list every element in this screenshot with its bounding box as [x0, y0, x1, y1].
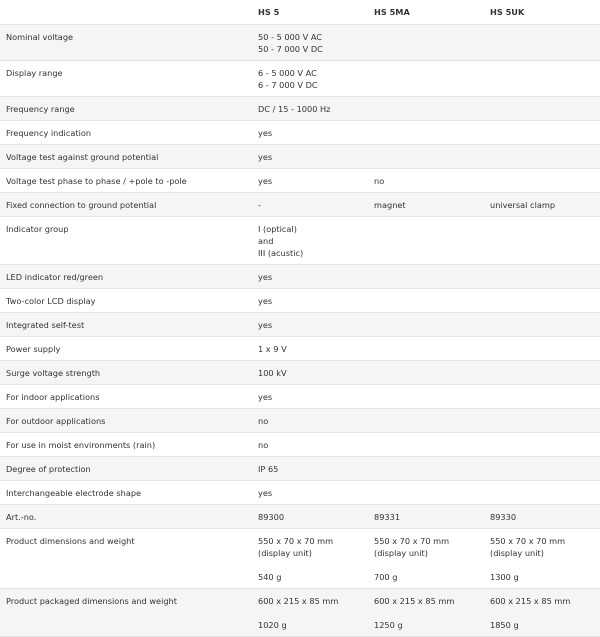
table-row	[0, 97, 600, 121]
spec-value: 1020 g	[258, 620, 287, 630]
spec-value-cell	[370, 25, 486, 61]
spec-value: 50 - 7 000 V DC	[258, 44, 323, 54]
spec-value: and	[258, 236, 274, 246]
spec-value-cell	[254, 313, 370, 337]
spec-value-cell	[486, 313, 600, 337]
spec-value-cell	[486, 169, 600, 193]
spec-value: 100 kV	[258, 368, 287, 378]
table-row	[0, 589, 600, 637]
spec-value: yes	[258, 272, 273, 282]
spec-value-cell	[254, 337, 370, 361]
spec-value-cell	[254, 433, 370, 457]
spec-value-cell	[254, 457, 370, 481]
spec-value: 550 x 70 x 70 mm	[374, 536, 450, 546]
spec-value-cell	[370, 337, 486, 361]
spec-label: Display range	[0, 61, 254, 97]
table-row	[0, 361, 600, 385]
table-row	[0, 61, 600, 97]
spec-value-cell	[486, 121, 600, 145]
table-row	[0, 289, 600, 313]
spec-value-cell	[486, 25, 600, 61]
table-row	[0, 313, 600, 337]
spec-label: Power supply	[0, 337, 254, 361]
spec-value-cell	[254, 589, 370, 637]
header-row	[0, 0, 600, 25]
spec-value-cell	[254, 217, 370, 265]
table-row	[0, 145, 600, 169]
spec-value-cell	[254, 145, 370, 169]
spec-value: I (optical)	[258, 224, 297, 234]
spec-value: 550 x 70 x 70 mm	[490, 536, 566, 546]
spec-value-cell	[370, 121, 486, 145]
spec-value: 600 x 215 x 85 mm	[374, 596, 455, 606]
spec-value	[490, 559, 600, 571]
spec-label: Voltage test against ground potential	[0, 145, 254, 169]
spec-value-cell	[486, 589, 600, 637]
spec-label: Surge voltage strength	[0, 361, 254, 385]
spec-value-cell	[254, 25, 370, 61]
spec-value-cell	[370, 589, 486, 637]
spec-value-cell	[254, 193, 370, 217]
spec-value: 1300 g	[490, 572, 519, 582]
spec-value: yes	[258, 152, 273, 162]
spec-value: no	[374, 176, 385, 186]
table-row	[0, 193, 600, 217]
spec-value-cell	[254, 505, 370, 529]
table-row	[0, 433, 600, 457]
spec-value-cell	[254, 385, 370, 409]
spec-value-cell	[370, 169, 486, 193]
spec-value: yes	[258, 128, 273, 138]
spec-value: III (acustic)	[258, 248, 304, 258]
spec-value-cell	[486, 61, 600, 97]
spec-label: Indicator group	[0, 217, 254, 265]
spec-label: For outdoor applications	[0, 409, 254, 433]
spec-label: Product packaged dimensions and weight	[0, 589, 254, 637]
spec-value: 600 x 215 x 85 mm	[490, 596, 571, 606]
spec-value: (display unit)	[258, 548, 312, 558]
spec-value-cell	[254, 481, 370, 505]
spec-value-cell	[486, 337, 600, 361]
spec-value-cell	[254, 361, 370, 385]
spec-value-cell	[486, 529, 600, 589]
spec-value-cell	[254, 265, 370, 289]
table-row	[0, 25, 600, 61]
spec-value	[490, 607, 600, 619]
spec-value: 600 x 215 x 85 mm	[258, 596, 339, 606]
spec-value-cell	[370, 289, 486, 313]
spec-value-cell	[370, 433, 486, 457]
spec-value-cell	[254, 97, 370, 121]
spec-value-cell	[486, 265, 600, 289]
table-row	[0, 337, 600, 361]
spec-value-cell	[486, 97, 600, 121]
spec-value-cell	[486, 433, 600, 457]
spec-value-cell	[370, 505, 486, 529]
spec-value-cell	[370, 61, 486, 97]
spec-label: Nominal voltage	[0, 25, 254, 61]
spec-value: DC / 15 - 1000 Hz	[258, 104, 331, 114]
spec-value	[258, 559, 370, 571]
spec-value-cell	[486, 193, 600, 217]
header-label-cell	[0, 0, 254, 25]
spec-value-cell	[254, 121, 370, 145]
spec-label: Art.-no.	[0, 505, 254, 529]
table-row	[0, 217, 600, 265]
spec-value: 50 - 5 000 V AC	[258, 32, 322, 42]
spec-value: (display unit)	[374, 548, 428, 558]
spec-value: yes	[258, 296, 273, 306]
spec-label: For indoor applications	[0, 385, 254, 409]
table-row	[0, 505, 600, 529]
spec-label: LED indicator red/green	[0, 265, 254, 289]
spec-value: 1 x 9 V	[258, 344, 287, 354]
spec-value-cell	[486, 145, 600, 169]
spec-label: Voltage test phase to phase / +pole to -pole	[0, 169, 254, 193]
spec-value-cell	[486, 217, 600, 265]
spec-label: Frequency indication	[0, 121, 254, 145]
table-row	[0, 481, 600, 505]
spec-value: no	[258, 440, 269, 450]
spec-value-cell	[254, 289, 370, 313]
product-header-hs5: HS 5	[254, 0, 370, 25]
spec-value: 6 - 5 000 V AC	[258, 68, 317, 78]
spec-value-cell	[486, 457, 600, 481]
spec-value-cell	[370, 217, 486, 265]
spec-value-cell	[254, 529, 370, 589]
spec-value-cell	[370, 97, 486, 121]
spec-value-cell	[370, 409, 486, 433]
spec-value: yes	[258, 392, 273, 402]
spec-value: universal clamp	[490, 200, 556, 210]
spec-value-cell	[486, 385, 600, 409]
table-row	[0, 121, 600, 145]
spec-value-cell	[370, 193, 486, 217]
spec-label: For use in moist environments (rain)	[0, 433, 254, 457]
spec-value-cell	[370, 265, 486, 289]
spec-value-cell	[486, 361, 600, 385]
spec-label: Degree of protection	[0, 457, 254, 481]
spec-value	[374, 607, 486, 619]
product-header-hs5ma: HS 5MA	[370, 0, 486, 25]
spec-value-cell	[486, 481, 600, 505]
spec-value	[258, 607, 370, 619]
spec-value-cell	[486, 409, 600, 433]
spec-value-cell	[370, 385, 486, 409]
spec-value: no	[258, 416, 269, 426]
spec-value: 700 g	[374, 572, 398, 582]
spec-label: Interchangeable electrode shape	[0, 481, 254, 505]
spec-value-cell	[486, 289, 600, 313]
spec-value: yes	[258, 320, 273, 330]
spec-value-cell	[370, 481, 486, 505]
spec-value: 550 x 70 x 70 mm	[258, 536, 334, 546]
spec-label: Integrated self-test	[0, 313, 254, 337]
spec-value: 89330	[490, 512, 517, 522]
spec-value-cell	[370, 145, 486, 169]
table-row	[0, 457, 600, 481]
table-row	[0, 529, 600, 589]
spec-value: yes	[258, 488, 273, 498]
spec-value: (display unit)	[490, 548, 544, 558]
spec-value-cell	[254, 409, 370, 433]
spec-label: Frequency range	[0, 97, 254, 121]
table-row	[0, 265, 600, 289]
spec-value-cell	[370, 313, 486, 337]
spec-value: 540 g	[258, 572, 282, 582]
spec-value-cell	[370, 361, 486, 385]
spec-label: Fixed connection to ground potential	[0, 193, 254, 217]
table-row	[0, 169, 600, 193]
spec-value-cell	[370, 529, 486, 589]
spec-value: yes	[258, 176, 273, 186]
spec-value: magnet	[374, 200, 406, 210]
table-row	[0, 385, 600, 409]
spec-value	[374, 559, 486, 571]
product-header-hs5uk: HS 5UK	[486, 0, 600, 25]
spec-value: 6 - 7 000 V DC	[258, 80, 318, 90]
spec-value: 89331	[374, 512, 401, 522]
spec-value-cell	[254, 61, 370, 97]
spec-value-cell	[370, 457, 486, 481]
table-row	[0, 409, 600, 433]
spec-label: Two-color LCD display	[0, 289, 254, 313]
spec-value-cell	[486, 505, 600, 529]
spec-value: 1850 g	[490, 620, 519, 630]
spec-value: -	[258, 200, 261, 210]
spec-value: 1250 g	[374, 620, 403, 630]
spec-value: IP 65	[258, 464, 279, 474]
spec-value: 89300	[258, 512, 285, 522]
spec-value-cell	[254, 169, 370, 193]
spec-label: Product dimensions and weight	[0, 529, 254, 589]
